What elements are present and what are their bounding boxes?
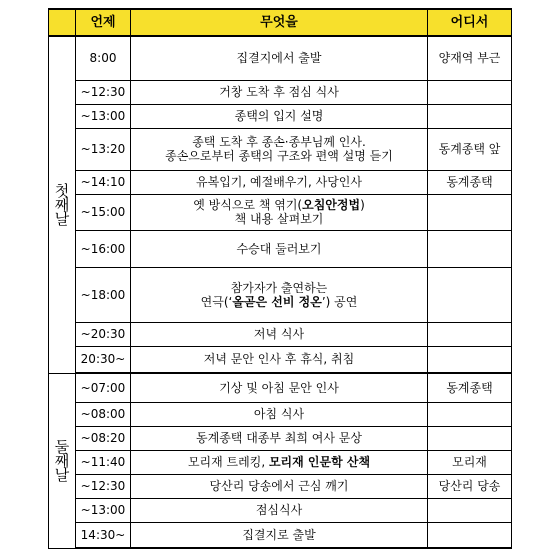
emphasis: 올곧은 선비 정온 — [232, 294, 322, 309]
row-where: 동계종택 앞 — [428, 128, 512, 170]
table-row — [49, 498, 512, 522]
table-row — [49, 474, 512, 498]
table-row — [49, 373, 512, 402]
table-row — [49, 402, 512, 426]
row-what: 점심식사 — [131, 498, 428, 522]
emphasis: 오침안정법 — [302, 198, 361, 212]
row-what: 거창 도착 후 점심 식사 — [131, 80, 428, 104]
what-line: 옛 방식으로 책 엮기(오침안정법) — [193, 198, 365, 212]
row-where — [428, 322, 512, 346]
row-what: 종택의 입지 설명 — [131, 104, 428, 128]
row-time: ~12:30 — [76, 80, 131, 104]
row-time: ~08:20 — [76, 426, 131, 450]
table-row — [49, 450, 512, 474]
row-what: 저녁 문안 인사 후 휴식, 취침 — [131, 346, 428, 373]
row-where: 동계종택 — [428, 170, 512, 194]
row-where — [428, 267, 512, 322]
header-day — [49, 9, 76, 36]
row-where: 당산리 당송 — [428, 474, 512, 498]
header-what: 무엇을 — [131, 9, 428, 36]
row-what: 유복입기, 예절배우기, 사당인사 — [131, 170, 428, 194]
row-where — [428, 426, 512, 450]
row-where — [428, 230, 512, 267]
row-what: 아침 식사 — [131, 402, 428, 426]
row-time: ~12:30 — [76, 474, 131, 498]
row-what — [131, 128, 428, 170]
table-row — [49, 267, 512, 322]
header-where: 어디서 — [428, 9, 512, 36]
row-time: ~20:30 — [76, 322, 131, 346]
what-line: 종손으로부터 종택의 구조와 편액 설명 듣기 — [165, 149, 393, 163]
header-row — [49, 9, 512, 36]
table-row — [49, 170, 512, 194]
day-label-2: 둘 째 날 — [49, 373, 76, 548]
table-row — [49, 522, 512, 548]
table-row — [49, 80, 512, 104]
emphasis: 모리재 인문학 산책 — [268, 455, 371, 469]
row-time: ~16:00 — [76, 230, 131, 267]
row-time: ~08:00 — [76, 402, 131, 426]
row-where — [428, 346, 512, 373]
header-time: 언제 — [76, 9, 131, 36]
row-what: 저녁 식사 — [131, 322, 428, 346]
day-label-1: 첫 째 날 — [49, 36, 76, 373]
row-where — [428, 402, 512, 426]
row-time: ~13:00 — [76, 498, 131, 522]
row-time: ~18:00 — [76, 267, 131, 322]
row-time: ~14:10 — [76, 170, 131, 194]
row-what: 집결지로 출발 — [131, 522, 428, 548]
row-where: 양재역 부근 — [428, 36, 512, 80]
row-what: 기상 및 아침 문안 인사 — [131, 373, 428, 402]
row-where — [428, 498, 512, 522]
what-line: 연극(‘올곧은 선비 정온’) 공연 — [200, 294, 358, 309]
row-time: 8:00 — [76, 36, 131, 80]
table-row — [49, 322, 512, 346]
schedule-table — [48, 8, 512, 549]
row-time: ~13:20 — [76, 128, 131, 170]
table-row — [49, 36, 512, 80]
row-what: 수승대 둘러보기 — [131, 230, 428, 267]
row-time: 14:30~ — [76, 522, 131, 548]
row-time: ~13:00 — [76, 104, 131, 128]
table-row — [49, 426, 512, 450]
row-where — [428, 80, 512, 104]
row-what: 모리재 트레킹, 모리재 인문학 산책 — [131, 450, 428, 474]
row-what — [131, 267, 428, 322]
what-line: 참가자가 출연하는 — [230, 280, 328, 295]
table-row — [49, 346, 512, 373]
what-line: 종택 도착 후 종손·종부님께 인사. — [192, 135, 366, 149]
row-where: 모리재 — [428, 450, 512, 474]
row-what: 당산리 당송에서 근심 깨기 — [131, 474, 428, 498]
row-where — [428, 522, 512, 548]
row-where — [428, 194, 512, 230]
row-what: 집결지에서 출발 — [131, 36, 428, 80]
what-line: 책 내용 살펴보기 — [234, 212, 324, 226]
row-what: 동계종택 대종부 최희 여사 문상 — [131, 426, 428, 450]
row-time: ~07:00 — [76, 373, 131, 402]
table-row — [49, 230, 512, 267]
table-row — [49, 104, 512, 128]
table-row — [49, 194, 512, 230]
row-time: ~15:00 — [76, 194, 131, 230]
row-where: 동계종택 — [428, 373, 512, 402]
row-where — [428, 104, 512, 128]
row-what — [131, 194, 428, 230]
row-time: 20:30~ — [76, 346, 131, 373]
table-row — [49, 128, 512, 170]
row-time: ~11:40 — [76, 450, 131, 474]
